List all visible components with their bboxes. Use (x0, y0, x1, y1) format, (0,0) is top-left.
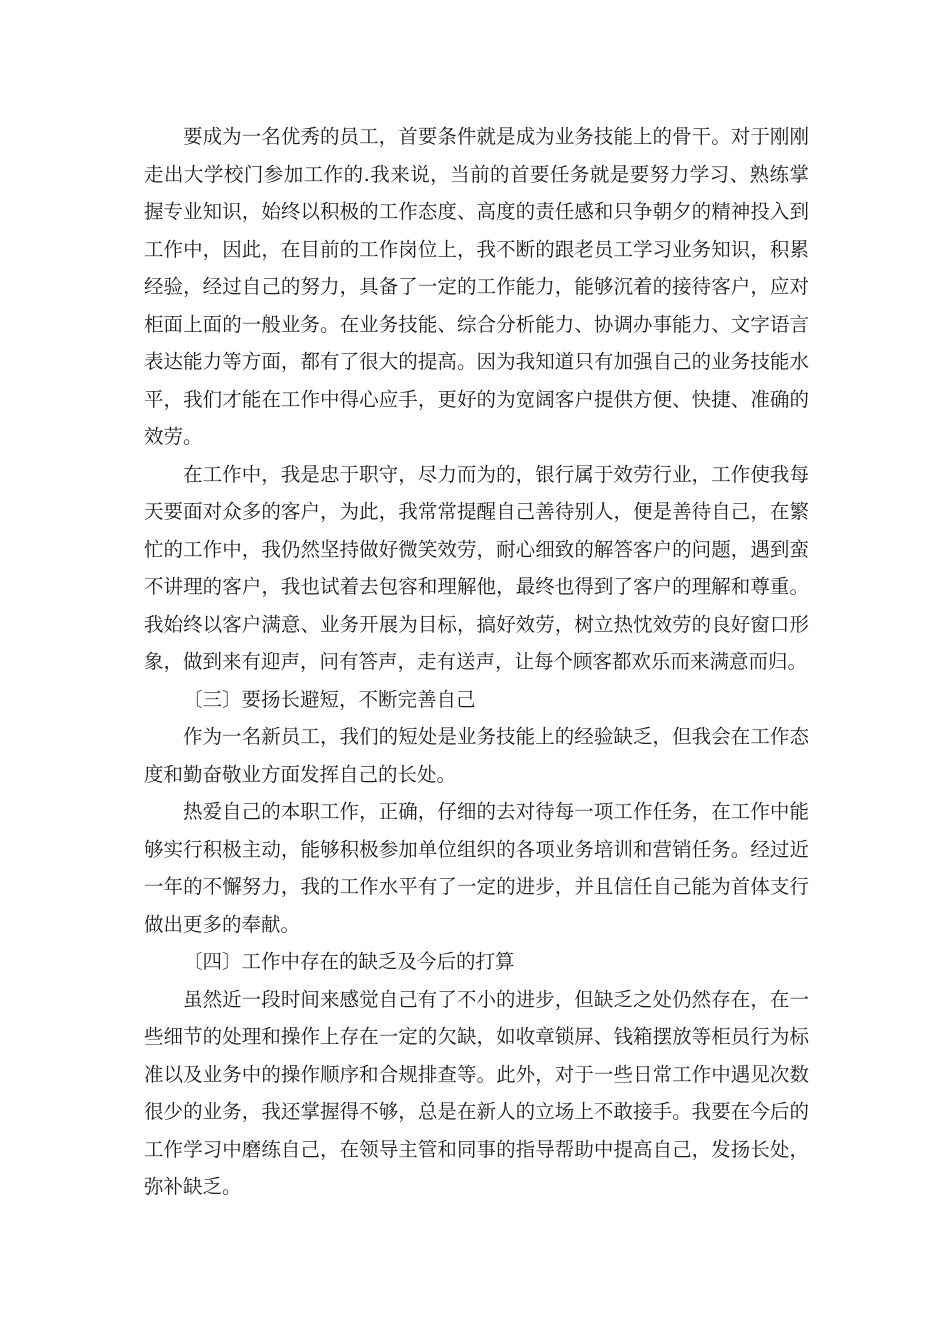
section-heading-3: 〔三〕要扬长避短，不断完善自己 (183, 687, 476, 711)
paragraph-dedication: 热爱自己的本职工作，正确，仔细的去对待每一项工作任务，在工作中能够实行积极主动，能够积极参加单位组织的各项业务培训和营销任务。经过近一年的不懈努力，我的工作水平有了一定的进步，并且信任自己能为首体支行做出更多的奉献。 (144, 800, 809, 936)
paragraph-new-employee: 作为一名新员工，我们的短处是业务技能上的经验缺乏，但我会在工作态度和勤奋敬业方面发挥自己的长处。 (144, 725, 809, 786)
section-heading-4: 〔四〕工作中存在的缺乏及今后的打算 (183, 950, 515, 973)
paragraph-shortcomings: 虽然近一段时间来感觉自己有了不小的进步，但缺乏之处仍然存在，在一些细节的处理和操作上存在一定的欠缺，如收章锁屏、钱箱摆放等柜员行为标准以及业务中的操作顺序和合规排查等。此外，对于一些日常工作中遇见次数很少的业务，我还掌握得不够，总是在新人的立场上不敢接手。我要在今后的工作学习中磨练自己，在领导主管和同事的指导帮助中提高自己，发扬长处，弥补缺乏。 (144, 987, 809, 1198)
document-body (144, 118, 809, 1206)
paragraph-business-skills: 要成为一名优秀的员工，首要条件就是成为业务技能上的骨干。对于刚刚走出大学校门参加工作的.我来说，当前的首要任务就是要努力学习、熟练掌握专业知识，始终以积极的工作态度、高度的责任感和只争朝夕的精神投入到工作中，因此，在目前的工作岗位上，我不断的跟老员工学习业务知识，积累经验，经过自己的努力，具备了一定的工作能力，能够沉着的接待客户，应对柜面上面的一般业务。在业务技能、综合分析能力、协调办事能力、文字语言表达能力等方面，都有了很大的提高。因为我知道只有加强自己的业务技能水平，我们才能在工作中得心应手，更好的为宽阔客户提供方便、快捷、准确的效劳。 (144, 125, 809, 448)
paragraph-customer-service: 在工作中，我是忠于职守，尽力而为的，银行属于效劳行业，工作使我每天要面对众多的客户，为此，我常常提醒自己善待别人，便是善待自己，在繁忙的工作中，我仍然坚持做好微笑效劳，耐心细致的解答客户的问题，遇到蛮不讲理的客户，我也试着去包容和理解他，最终也得到了客户的理解和尊重。我始终以客户满意、业务开展为目标，搞好效劳，树立热忱效劳的良好窗口形象，做到来有迎声，问有答声，走有送声，让每个顾客都欢乐而来满意而归。 (144, 462, 809, 673)
